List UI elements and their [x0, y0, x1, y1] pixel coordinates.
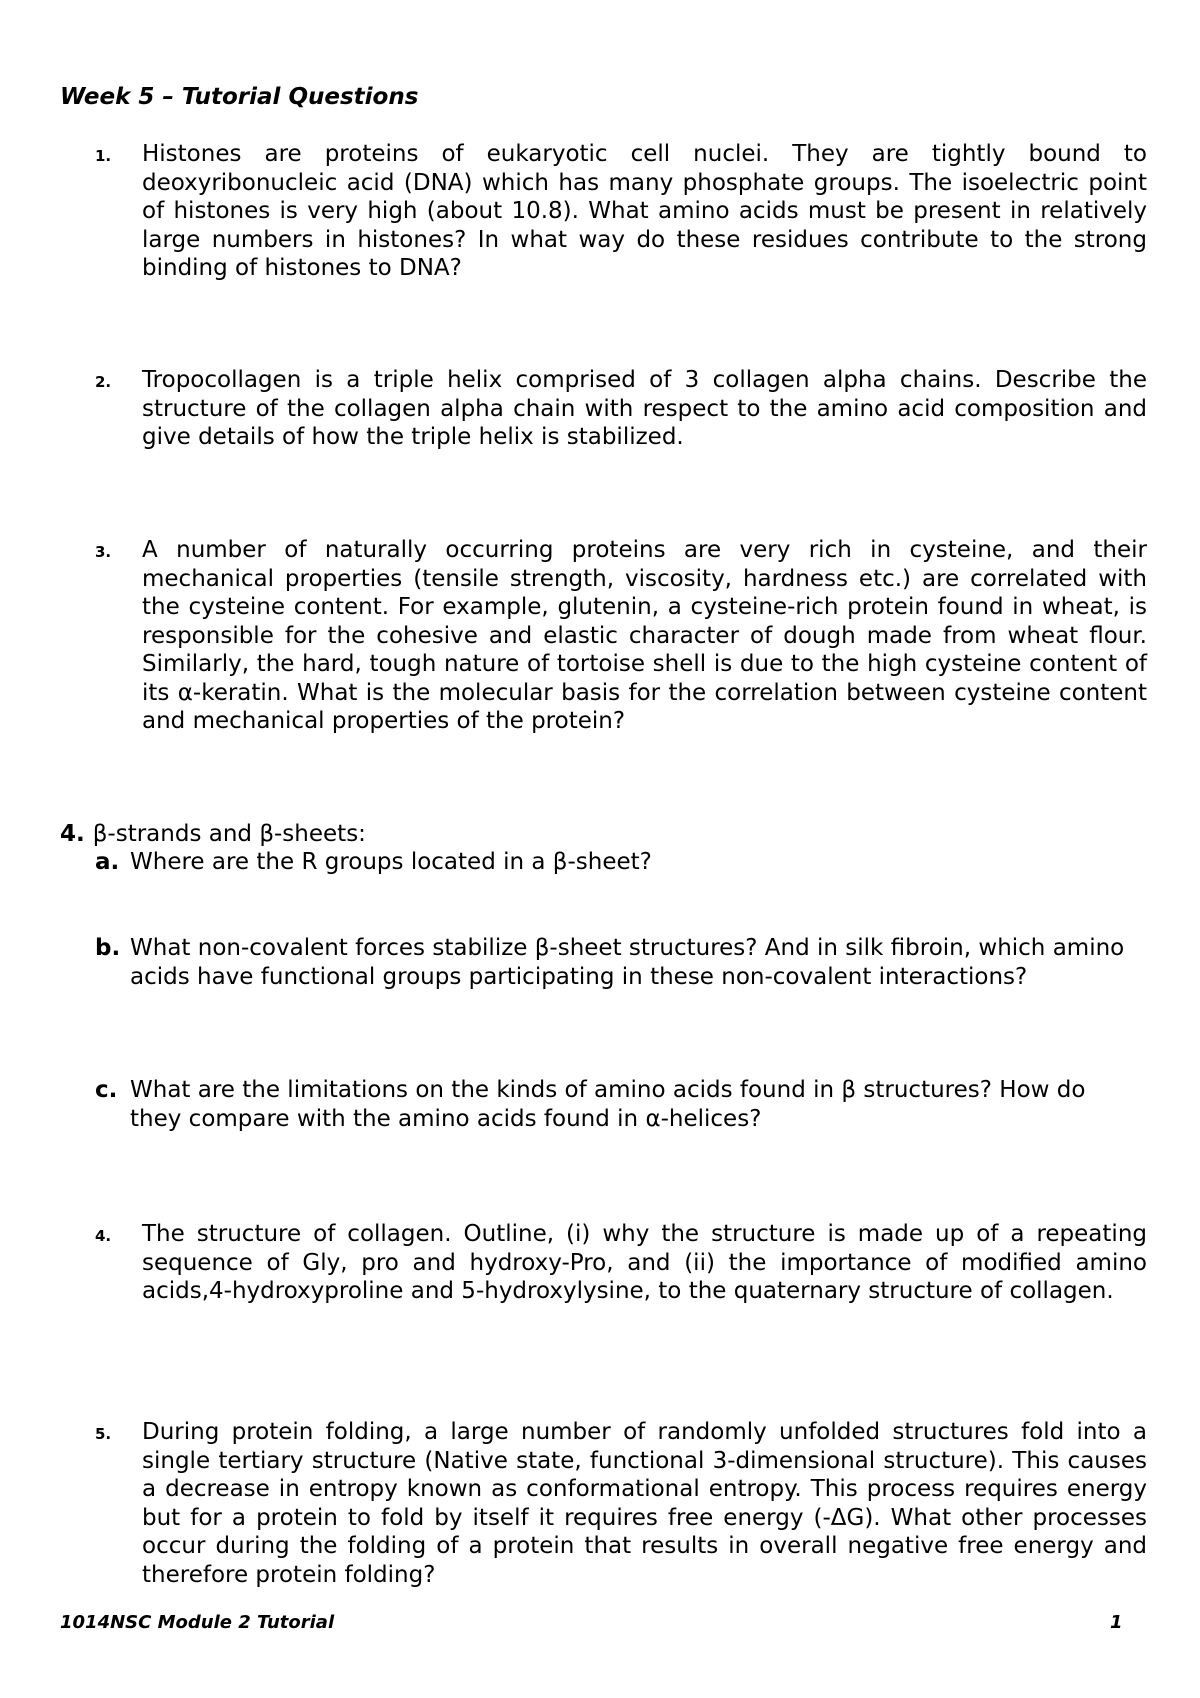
question-number: 5.	[95, 1425, 112, 1443]
subpart-text: What are the limitations on the kinds of amino acids found in β structures? How do they compare with the amino acids found in α-helices?	[130, 1077, 1086, 1132]
question-4-heading	[60, 820, 366, 849]
question-text: A number of naturally occurring proteins are very rich in cysteine, and their mechanical properties (tensile strength, viscosity, hardness etc.) are correlated with the cysteine content. For example, glutenin, a cysteine-rich protein found in wheat, is responsible for the cohesive and elastic character of dough made from wheat flour. Similarly, the hard, tough nature of tortoise shell is due to the high cysteine content of its α-keratin. What is the molecular basis for the correlation between cysteine content and mechanical properties of the protein?	[142, 537, 1147, 734]
page-title: Week 5 – Tutorial Questions	[60, 84, 419, 110]
subpart-letter: c.	[95, 1077, 118, 1103]
question-4-title: β-strands and β-sheets:	[92, 821, 366, 847]
question-4b	[95, 934, 1135, 991]
question-4a	[95, 848, 1135, 877]
question-number: 1.	[95, 147, 112, 165]
subpart-letter: a.	[95, 849, 120, 875]
question-number: 4.	[60, 821, 85, 847]
footer-page-number: 1	[1110, 1612, 1123, 1633]
subpart-text: Where are the R groups located in a β-sheet?	[130, 849, 652, 875]
question-number: 3.	[95, 543, 112, 561]
footer-module-label: 1014NSC Module 2 Tutorial	[60, 1612, 335, 1633]
question-text: The structure of collagen. Outline, (i) why the structure is made up of a repeating sequence of Gly, pro and hydroxy-Pro, and (ii) the importance of modified amino acids,4-hydroxyproline and 5-hydroxylysine, to the quaternary structure of collagen.	[142, 1221, 1147, 1304]
question-4c	[95, 1076, 1135, 1133]
question-text: Tropocollagen is a triple helix comprised of 3 collagen alpha chains. Describe the structure of the collagen alpha chain with respect to the amino acid composition and give details of how the triple helix is stabilized.	[142, 367, 1147, 450]
question-number: 4.	[95, 1227, 112, 1245]
question-text: Histones are proteins of eukaryotic cell nuclei. They are tightly bound to deoxyribonucleic acid (DNA) which has many phosphate groups. The isoelectric point of histones is very high (about 10.8). What amino acids must be present in relatively large numbers in histones? In what way do these residues contribute to the strong binding of histones to DNA?	[142, 141, 1147, 281]
subpart-text: What non-covalent forces stabilize β-sheet structures? And in silk fibroin, which amino acids have functional groups participating in these non-covalent interactions?	[130, 935, 1125, 990]
subpart-letter: b.	[95, 935, 121, 961]
question-text: During protein folding, a large number of randomly unfolded structures fold into a single tertiary structure (Native state, functional 3-dimensional structure). This causes a decrease in entropy known as conformational entropy. This process requires energy but for a protein to fold by itself it requires free energy (-ΔG). What other processes occur during the folding of a protein that results in overall negative free energy and therefore protein folding?	[142, 1419, 1147, 1588]
question-number: 2.	[95, 373, 112, 391]
